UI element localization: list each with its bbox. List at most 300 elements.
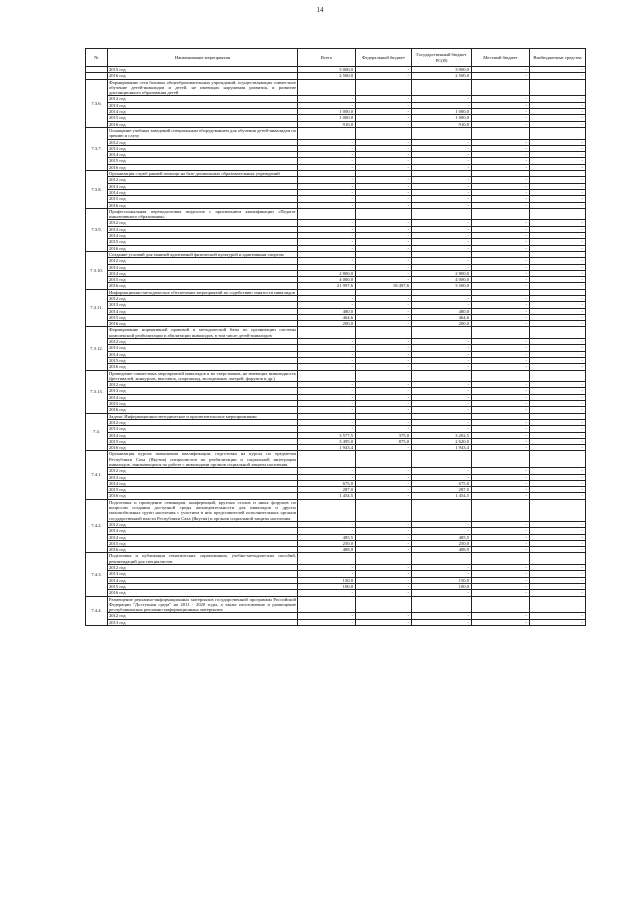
amount-cell: - xyxy=(472,438,530,444)
year-label: 2012 год xyxy=(108,96,298,102)
year-label: 2014 год xyxy=(108,270,298,276)
activity-number: 7.3.13. xyxy=(86,370,108,413)
amount-cell xyxy=(412,327,472,339)
amount-cell: - xyxy=(472,480,530,486)
amount-cell: - xyxy=(298,183,356,189)
amount-cell: - xyxy=(472,158,530,164)
amount-cell: 2 800,0 xyxy=(298,270,356,276)
amount-cell: - xyxy=(356,547,412,553)
activity-name: Проведение совместных мероприятий инвалидов и их сверстников, не имеющих инвалидность (фестивалей, конкурсов, выставок, спартакиад, молодежных лагерей, форумов и др.) xyxy=(109,370,296,381)
amount-cell: 1 454,5 xyxy=(412,493,472,499)
amount-cell: - xyxy=(530,115,586,121)
amount-cell: - xyxy=(412,357,472,363)
amount-cell: - xyxy=(530,382,586,388)
amount-cell: - xyxy=(412,139,472,145)
year-label: 2016 год xyxy=(108,321,298,327)
amount-cell: - xyxy=(298,619,356,625)
activity-name: Организация курсов повышения квалификации, подготовка на курсах по предметам Республики Саха (Якутия) специалистов по реабилитации и социальной интеграции инвалидов, занимающихся по работе с инвалидами органов социальной защиты населения xyxy=(109,451,296,467)
activity-number: 7.4.1. xyxy=(86,451,108,499)
amount-cell: - xyxy=(356,258,412,264)
amount-cell: - xyxy=(298,152,356,158)
amount-cell: - xyxy=(412,364,472,370)
amount-cell: - xyxy=(356,357,412,363)
amount-cell: 3 495,0 xyxy=(298,438,356,444)
amount-cell xyxy=(472,370,530,382)
amount-cell xyxy=(472,553,530,565)
amount-cell: - xyxy=(412,613,472,619)
amount-cell xyxy=(356,596,412,613)
amount-cell: - xyxy=(412,382,472,388)
amount-cell: - xyxy=(472,426,530,432)
year-label: 2012 год xyxy=(108,613,298,619)
amount-cell: - xyxy=(530,613,586,619)
amount-cell: - xyxy=(412,590,472,596)
amount-cell: - xyxy=(298,401,356,407)
amount-cell: 250,0 xyxy=(298,540,356,546)
amount-cell: - xyxy=(298,590,356,596)
year-label: 2013 год xyxy=(108,426,298,432)
amount-cell: - xyxy=(472,302,530,308)
year-label: 2016 год xyxy=(108,547,298,553)
amount-cell: - xyxy=(298,164,356,170)
amount-cell: - xyxy=(412,264,472,270)
amount-cell xyxy=(298,327,356,339)
amount-cell: - xyxy=(356,487,412,493)
activity-row xyxy=(86,208,586,220)
amount-cell: - xyxy=(412,302,472,308)
activity-number: 7.3.12. xyxy=(86,327,108,370)
amount-cell: - xyxy=(356,407,412,413)
amount-cell xyxy=(298,451,356,468)
amount-cell: - xyxy=(356,394,412,400)
amount-cell: 1 943,4 xyxy=(412,445,472,451)
amount-cell: - xyxy=(356,521,412,527)
amount-cell: - xyxy=(530,121,586,127)
amount-cell: - xyxy=(530,394,586,400)
amount-cell: - xyxy=(530,164,586,170)
activity-name: Формирование сети базовых общеобразовательных учреждений, осуществляющих совместное обучение детей-инвалидов и детей, не имеющих нарушения развития, и развитие дистанционного образования детей xyxy=(109,79,296,96)
amount-cell: - xyxy=(530,196,586,202)
amount-cell: - xyxy=(356,565,412,571)
amount-cell: - xyxy=(356,121,412,127)
amount-cell: - xyxy=(472,308,530,314)
amount-cell: - xyxy=(356,96,412,102)
amount-cell: - xyxy=(298,474,356,480)
amount-cell: - xyxy=(356,264,412,270)
amount-cell xyxy=(356,208,412,220)
year-label: 2016 год xyxy=(108,364,298,370)
amount-cell: 675,0 xyxy=(298,480,356,486)
amount-cell: - xyxy=(412,339,472,345)
amount-cell: - xyxy=(356,445,412,451)
year-label: 2013 год xyxy=(108,528,298,534)
amount-cell: - xyxy=(356,233,412,239)
amount-cell: - xyxy=(472,493,530,499)
year-label: 2012 год xyxy=(108,468,298,474)
amount-cell: - xyxy=(412,245,472,251)
year-label: 2016 год xyxy=(108,445,298,451)
year-label: 2012 год xyxy=(108,220,298,226)
amount-cell: - xyxy=(472,189,530,195)
amount-cell: - xyxy=(530,577,586,583)
amount-cell: - xyxy=(472,521,530,527)
amount-cell: 287,0 xyxy=(412,487,472,493)
year-label: 2012 год xyxy=(108,565,298,571)
amount-cell xyxy=(472,327,530,339)
amount-cell: - xyxy=(530,139,586,145)
amount-cell: - xyxy=(356,295,412,301)
amount-cell: - xyxy=(356,583,412,589)
amount-cell: - xyxy=(530,401,586,407)
amount-cell: - xyxy=(472,388,530,394)
amount-cell: - xyxy=(472,474,530,480)
amount-cell: - xyxy=(472,540,530,546)
amount-cell: - xyxy=(298,565,356,571)
amount-cell: - xyxy=(472,115,530,121)
amount-cell: - xyxy=(472,321,530,327)
amount-cell: - xyxy=(356,109,412,115)
amount-cell: - xyxy=(472,619,530,625)
year-label: 2013 год xyxy=(108,264,298,270)
header-cell: Всего xyxy=(298,49,356,67)
amount-cell: - xyxy=(530,239,586,245)
amount-cell: - xyxy=(356,534,412,540)
amount-cell: - xyxy=(472,528,530,534)
amount-cell: - xyxy=(530,351,586,357)
year-label: 2012 год xyxy=(108,521,298,527)
amount-cell: - xyxy=(298,345,356,351)
amount-cell: - xyxy=(530,426,586,432)
amount-cell: - xyxy=(356,613,412,619)
amount-cell: 1 000,0 xyxy=(412,115,472,121)
amount-cell: - xyxy=(530,109,586,115)
amount-cell: - xyxy=(472,613,530,619)
amount-cell xyxy=(530,370,586,382)
header-cell: Внебюджетные средства xyxy=(530,49,586,67)
activity-name: Подготовка и публикация тематических справочников, учебно-методических пособий, рекомендаций для специалистов xyxy=(109,553,296,564)
amount-cell: - xyxy=(412,528,472,534)
header-cell: Местный бюджет xyxy=(472,49,530,67)
amount-cell: - xyxy=(356,571,412,577)
amount-cell xyxy=(356,499,412,521)
amount-cell: - xyxy=(412,521,472,527)
amount-cell: - xyxy=(530,419,586,425)
amount-cell: - xyxy=(472,407,530,413)
amount-cell: - xyxy=(412,196,472,202)
amount-cell: - xyxy=(412,189,472,195)
year-label: 2012 год xyxy=(108,295,298,301)
activity-number: 7.3.6. xyxy=(86,79,108,127)
amount-cell: - xyxy=(530,302,586,308)
amount-cell: - xyxy=(356,308,412,314)
amount-cell: - xyxy=(356,468,412,474)
amount-cell xyxy=(412,596,472,613)
year-label: 2016 год xyxy=(108,73,298,79)
amount-cell: - xyxy=(472,139,530,145)
amount-cell: - xyxy=(472,220,530,226)
amount-cell: - xyxy=(530,468,586,474)
amount-cell: - xyxy=(530,540,586,546)
amount-cell: - xyxy=(530,432,586,438)
amount-cell: - xyxy=(472,226,530,232)
amount-cell xyxy=(472,499,530,521)
amount-cell: - xyxy=(530,270,586,276)
amount-cell: - xyxy=(530,547,586,553)
amount-cell xyxy=(412,553,472,565)
amount-cell: - xyxy=(472,295,530,301)
amount-cell: - xyxy=(356,245,412,251)
amount-cell xyxy=(530,499,586,521)
amount-cell: - xyxy=(298,189,356,195)
amount-cell: - xyxy=(530,189,586,195)
amount-cell: - xyxy=(298,468,356,474)
year-label: 2014 год xyxy=(108,152,298,158)
amount-cell: 287,0 xyxy=(298,487,356,493)
amount-cell: - xyxy=(412,407,472,413)
header-cell: Федеральный бюджет xyxy=(356,49,412,67)
year-label: 2016 год xyxy=(108,407,298,413)
year-label: 2013 год xyxy=(108,345,298,351)
amount-cell: 2 500,0 xyxy=(412,73,472,79)
year-label: 2015 год xyxy=(108,115,298,121)
amount-cell: - xyxy=(356,270,412,276)
amount-cell: - xyxy=(530,283,586,289)
amount-cell: - xyxy=(412,145,472,151)
amount-cell: - xyxy=(412,96,472,102)
activity-number: 7.3.10. xyxy=(86,251,108,289)
activity-number: 7.4.4. xyxy=(86,596,108,625)
activity-name: Создание условий для занятий адаптивной физической культурой и адаптивным спортом xyxy=(108,251,298,257)
activity-name: Информационно-методическое обеспечение мероприятий по содействию занятости инвалидов xyxy=(108,289,298,295)
amount-cell: - xyxy=(298,351,356,357)
amount-cell: - xyxy=(356,196,412,202)
activity-number: 7.3.8. xyxy=(86,171,108,209)
amount-cell: - xyxy=(298,96,356,102)
amount-cell: - xyxy=(356,590,412,596)
amount-cell xyxy=(472,451,530,468)
amount-cell: 464,6 xyxy=(412,314,472,320)
amount-cell: - xyxy=(298,245,356,251)
year-label: 2013 год xyxy=(108,145,298,151)
amount-cell xyxy=(412,79,472,96)
amount-cell: 3 202,5 xyxy=(412,432,472,438)
amount-cell: - xyxy=(298,264,356,270)
amount-cell: 1 000,0 xyxy=(412,109,472,115)
amount-cell: - xyxy=(356,321,412,327)
year-label: 2016 год xyxy=(108,283,298,289)
year-label: 2013 год xyxy=(108,183,298,189)
amount-cell xyxy=(472,127,530,139)
amount-cell: 910,0 xyxy=(412,121,472,127)
amount-cell xyxy=(530,208,586,220)
amount-cell: - xyxy=(356,67,412,73)
amount-cell: - xyxy=(356,401,412,407)
amount-cell: - xyxy=(298,613,356,619)
amount-cell: - xyxy=(412,202,472,208)
amount-cell: - xyxy=(472,67,530,73)
activity-name: Оснащение учебных заведений специальным оборудованием для обучения детей-инвалидов по зрению и слуху xyxy=(109,127,297,139)
amount-cell: - xyxy=(530,295,586,301)
amount-cell: - xyxy=(530,388,586,394)
year-label: 2012 год xyxy=(108,177,298,183)
amount-cell: - xyxy=(472,202,530,208)
amount-cell: - xyxy=(298,394,356,400)
header-cell: № xyxy=(86,49,108,67)
year-row xyxy=(86,619,586,625)
amount-cell: - xyxy=(298,295,356,301)
amount-cell: - xyxy=(298,339,356,345)
amount-cell: - xyxy=(530,321,586,327)
amount-cell: - xyxy=(412,239,472,245)
amount-cell: - xyxy=(472,364,530,370)
year-label: 2014 год xyxy=(108,233,298,239)
amount-cell: - xyxy=(530,102,586,108)
amount-cell: - xyxy=(356,220,412,226)
amount-cell xyxy=(298,596,356,613)
year-label: 2014 год xyxy=(108,109,298,115)
amount-cell: - xyxy=(530,67,586,73)
amount-cell: - xyxy=(356,528,412,534)
amount-cell: - xyxy=(298,364,356,370)
amount-cell: - xyxy=(530,145,586,151)
amount-cell: - xyxy=(298,102,356,108)
activity-number: 7.4.2. xyxy=(86,499,108,553)
amount-cell: - xyxy=(356,158,412,164)
amount-cell: - xyxy=(356,419,412,425)
amount-cell: - xyxy=(530,590,586,596)
year-label: 2015 год xyxy=(108,196,298,202)
amount-cell: - xyxy=(530,364,586,370)
year-label: 2013 год xyxy=(108,474,298,480)
activity-row xyxy=(86,451,586,468)
amount-cell: - xyxy=(412,388,472,394)
activity-number: 7.4. xyxy=(86,413,108,451)
amount-cell: - xyxy=(298,357,356,363)
year-label: 2015 год xyxy=(108,277,298,283)
amount-cell: - xyxy=(298,202,356,208)
amount-cell: - xyxy=(472,571,530,577)
amount-cell: 2 500,0 xyxy=(298,73,356,79)
amount-cell: - xyxy=(472,283,530,289)
amount-cell: - xyxy=(298,521,356,527)
amount-cell: - xyxy=(298,528,356,534)
amount-cell xyxy=(530,451,586,468)
amount-cell: - xyxy=(412,394,472,400)
amount-cell: 485,5 xyxy=(298,534,356,540)
year-label: 2013 год xyxy=(108,571,298,577)
amount-cell xyxy=(412,127,472,139)
year-label: 2012 год xyxy=(108,339,298,345)
amount-cell: - xyxy=(472,547,530,553)
year-label: 2012 год xyxy=(108,419,298,425)
amount-cell: - xyxy=(472,419,530,425)
amount-cell: - xyxy=(356,314,412,320)
amount-cell: - xyxy=(472,357,530,363)
year-label: 2016 год xyxy=(108,493,298,499)
program-funding-table xyxy=(85,48,586,626)
amount-cell: - xyxy=(412,351,472,357)
amount-cell: - xyxy=(356,102,412,108)
amount-cell: - xyxy=(472,277,530,283)
amount-cell: - xyxy=(356,345,412,351)
amount-cell: 1 943,4 xyxy=(298,445,356,451)
amount-cell xyxy=(356,553,412,565)
amount-cell: - xyxy=(356,239,412,245)
activity-row xyxy=(86,127,586,139)
amount-cell: - xyxy=(530,277,586,283)
amount-cell: 480,0 xyxy=(412,308,472,314)
activity-name: Размещение рекламно-информационных материалов государственной программы Российской Федерации "Доступная среда" на 2011 - 2020 годы, а также изготовление и размещение республиканских рекламно-информационных материалов xyxy=(109,596,296,613)
activity-number: 7.4.3. xyxy=(86,553,108,596)
amount-cell: - xyxy=(472,401,530,407)
year-label: 2015 год xyxy=(108,357,298,363)
amount-cell: 485,5 xyxy=(412,534,472,540)
amount-cell xyxy=(472,208,530,220)
amount-cell: 1 000,0 xyxy=(298,109,356,115)
amount-cell: - xyxy=(356,480,412,486)
amount-cell: - xyxy=(356,152,412,158)
amount-cell: 21 997,6 xyxy=(298,283,356,289)
amount-cell: - xyxy=(472,264,530,270)
amount-cell xyxy=(298,79,356,96)
year-label: 2016 год xyxy=(108,245,298,251)
amount-cell xyxy=(356,370,412,382)
amount-cell: 375,0 xyxy=(356,432,412,438)
amount-cell xyxy=(356,79,412,96)
amount-cell: - xyxy=(356,73,412,79)
year-label: 2012 год xyxy=(108,139,298,145)
amount-cell: - xyxy=(530,308,586,314)
amount-cell: - xyxy=(530,619,586,625)
amount-cell: - xyxy=(530,177,586,183)
amount-cell: - xyxy=(356,474,412,480)
amount-cell: - xyxy=(530,158,586,164)
amount-cell: - xyxy=(412,233,472,239)
amount-cell xyxy=(298,127,356,139)
amount-cell: - xyxy=(356,189,412,195)
year-label: 2013 год xyxy=(108,102,298,108)
amount-cell: 200,0 xyxy=(298,321,356,327)
amount-cell: 488,9 xyxy=(298,547,356,553)
amount-cell: - xyxy=(356,426,412,432)
amount-cell xyxy=(530,79,586,96)
amount-cell: - xyxy=(472,394,530,400)
amount-cell: - xyxy=(530,534,586,540)
amount-cell: - xyxy=(356,139,412,145)
amount-cell: - xyxy=(530,565,586,571)
amount-cell: 675,0 xyxy=(412,480,472,486)
amount-cell: - xyxy=(412,220,472,226)
amount-cell: - xyxy=(472,590,530,596)
amount-cell: - xyxy=(298,388,356,394)
activity-row xyxy=(86,327,586,339)
amount-cell: - xyxy=(412,401,472,407)
year-label: 2016 год xyxy=(108,164,298,170)
amount-cell: - xyxy=(530,583,586,589)
amount-cell: 488,9 xyxy=(412,547,472,553)
year-label: 2015 год xyxy=(108,314,298,320)
activity-row xyxy=(86,79,586,96)
year-label: 2014 год xyxy=(108,534,298,540)
amount-cell xyxy=(530,553,586,565)
amount-cell: - xyxy=(298,145,356,151)
amount-cell: 150,0 xyxy=(298,577,356,583)
amount-cell: - xyxy=(530,264,586,270)
amount-cell: - xyxy=(472,196,530,202)
amount-cell: - xyxy=(530,438,586,444)
activity-row xyxy=(86,499,586,521)
amount-cell: - xyxy=(472,432,530,438)
